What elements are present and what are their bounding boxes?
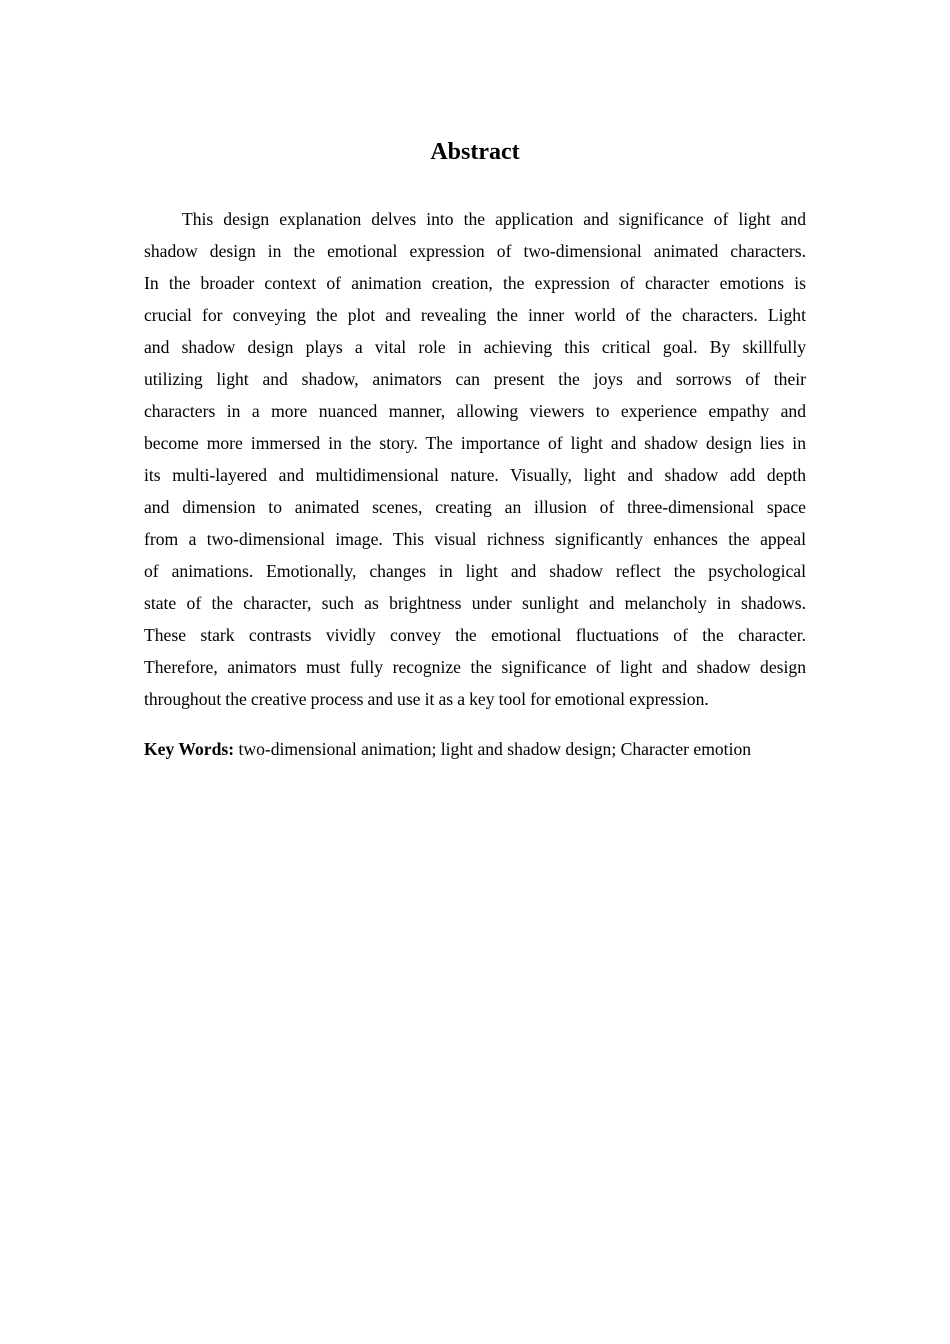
abstract-line: utilizing light and shadow, animators can present the joys and sorrows of their <box>144 369 806 389</box>
abstract-line: from a two-dimensional image. This visual richness significantly enhances the appeal <box>144 529 806 549</box>
abstract-title: Abstract <box>430 139 520 165</box>
abstract-line: crucial for conveying the plot and revealing the inner world of the characters. Light <box>144 305 806 325</box>
abstract-line: and shadow design plays a vital role in achieving this critical goal. By skillfully <box>144 337 806 357</box>
abstract-line: This design explanation delves into the application and significance of light and <box>182 209 806 229</box>
abstract-line: and dimension to animated scenes, creating an illusion of three-dimensional space <box>144 497 806 517</box>
keywords-label: Key Words: <box>144 739 235 759</box>
abstract-line: shadow design in the emotional expression of two-dimensional animated characters. <box>144 241 806 261</box>
abstract-line: become more immersed in the story. The importance of light and shadow design lies in <box>144 433 806 453</box>
abstract-line: characters in a more nuanced manner, allowing viewers to experience empathy and <box>144 401 806 421</box>
abstract-line: state of the character, such as brightness under sunlight and melancholy in shadows. <box>144 593 806 613</box>
abstract-line: Therefore, animators must fully recognize the significance of light and shadow design <box>144 657 806 677</box>
keywords <box>144 733 806 765</box>
abstract-body <box>144 203 806 715</box>
abstract-line: These stark contrasts vividly convey the emotional fluctuations of the character. <box>144 625 806 645</box>
abstract-line: throughout the creative process and use it as a key tool for emotional expression. <box>144 689 709 709</box>
abstract-line: of animations. Emotionally, changes in light and shadow reflect the psychological <box>144 561 806 581</box>
keywords-text: two-dimensional animation; light and shadow design; Character emotion <box>234 739 752 759</box>
abstract-line: its multi-layered and multidimensional nature. Visually, light and shadow add depth <box>144 465 806 485</box>
abstract-line: In the broader context of animation creation, the expression of character emotions is <box>144 273 806 293</box>
